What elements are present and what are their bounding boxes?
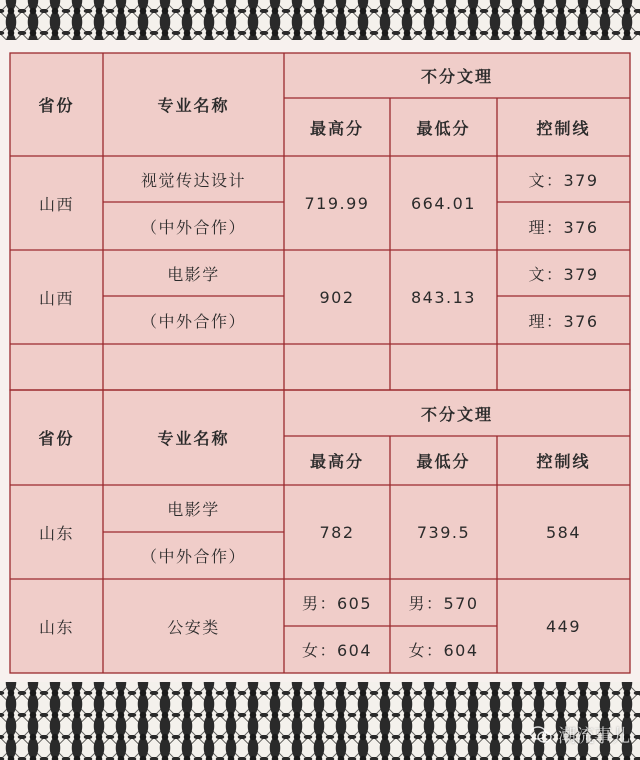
row2-control-arts: 文：379 (528, 264, 599, 284)
watermark (530, 720, 630, 750)
header-control: 控制线 (536, 118, 591, 138)
row4-highest-male: 男：605 (301, 594, 373, 613)
decorative-border-top (0, 0, 640, 40)
row2-major-line2: （中外合作） (140, 311, 246, 331)
row1-major-line1: 视觉传达设计 (140, 170, 246, 190)
row1-lowest: 664.01 (411, 193, 476, 213)
header-lowest: 最低分 (416, 118, 471, 138)
row4-lowest-female: 女：604 (408, 641, 479, 660)
header-group: 不分文理 (420, 67, 493, 86)
row2-province: 山西 (38, 288, 74, 308)
row3-highest: 782 (319, 522, 355, 542)
row4-control: 449 (545, 616, 582, 636)
row1-province: 山西 (38, 194, 74, 214)
row3-control: 584 (545, 522, 582, 542)
row1-control-science: 理：376 (528, 217, 599, 237)
header2-lowest: 最低分 (416, 452, 471, 471)
row3-province: 山东 (38, 523, 74, 543)
header2-highest: 最高分 (309, 452, 364, 471)
header-province: 省份 (38, 96, 75, 115)
row4-highest-female: 女：604 (301, 641, 373, 660)
row2-control-science: 理：376 (528, 311, 599, 331)
header2-control: 控制线 (536, 452, 591, 471)
row1-major-line2: （中外合作） (140, 217, 246, 237)
header2-group: 不分文理 (420, 404, 493, 424)
row2-lowest: 843.13 (411, 287, 476, 307)
row4-major: 公安类 (167, 617, 220, 637)
row1-control-arts: 文：379 (528, 170, 599, 190)
wechat-icon (530, 726, 552, 744)
score-table-card (0, 40, 640, 682)
row3-major-line1: 电影学 (167, 500, 220, 519)
header2-province: 省份 (38, 429, 75, 448)
row3-lowest: 739.5 (416, 522, 471, 542)
row4-lowest-male: 男：570 (408, 594, 479, 613)
watermark-text: 潮流事儿 (558, 726, 630, 747)
row4-province: 山东 (38, 617, 74, 637)
header-major: 专业名称 (157, 96, 230, 115)
row2-highest: 902 (319, 287, 355, 307)
row3-major-line2: （中外合作） (140, 547, 246, 566)
row1-highest: 719.99 (304, 193, 370, 213)
row2-major-line1: 电影学 (167, 264, 220, 284)
header-highest: 最高分 (309, 118, 364, 138)
header2-major: 专业名称 (157, 429, 230, 448)
